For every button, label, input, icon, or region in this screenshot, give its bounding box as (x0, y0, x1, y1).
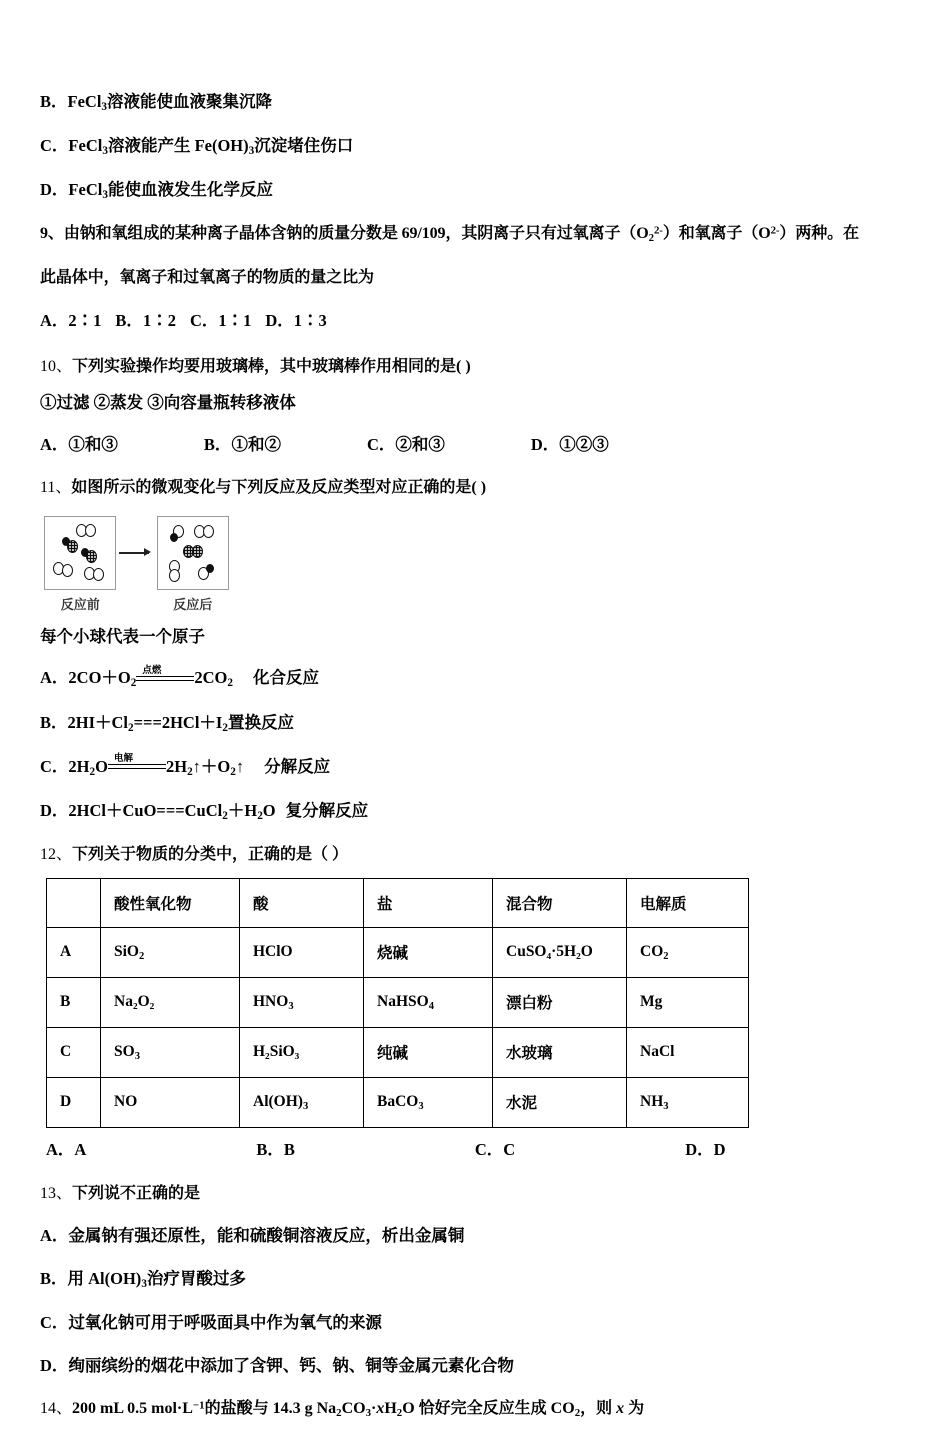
q9-option-b-label: B． (115, 311, 143, 331)
q10-option-a-value: ①和③ (68, 434, 118, 454)
q9-option-a-label: A． (40, 311, 69, 331)
q10-stem-text: 下列实验操作均要用玻璃棒，其中玻璃棒作用相同的是( ) (72, 358, 471, 376)
atom-white (62, 564, 73, 577)
q11-option-d-label: D． (40, 800, 69, 820)
q9-option-a-value: 2∶1 (68, 311, 102, 331)
q11-option-a: A．$2CO+O_2$ 点燃 $2CO_2$ 化合反应 (40, 665, 319, 690)
q14-number: 14、 (40, 1399, 73, 1417)
q12-option-d-label: D． (685, 1139, 714, 1159)
q12-option-b-label: B． (256, 1139, 284, 1159)
table-header-acidic-oxide: 酸性氧化物 (101, 879, 240, 928)
equation-bar (108, 764, 166, 769)
q10-option-d-value: ①②③ (559, 434, 609, 454)
q10-option-d-label: D． (530, 434, 560, 454)
q12-option-a-value: A (74, 1139, 87, 1159)
atom-black (206, 564, 214, 573)
cell-a-4: CuSO₄·5H₂O (493, 928, 627, 978)
q9-stem-line1: 9、由钠和氧组成的某种离子晶体含钠的质量分数是 69/109，其阴离子只有过氧离子$(O_2^{2-})$和氧离子$(O^{2-})$两种。在 (40, 224, 859, 245)
q8-option-b-text: FeCl$_3$溶液能使血液聚集沉降 (67, 92, 273, 114)
q12-option-d-value: D (713, 1139, 726, 1159)
cell-b-4: 漂白粉 (493, 977, 627, 1027)
diagram-row (44, 516, 229, 590)
cell-d-4: 水泥 (493, 1077, 627, 1127)
q12-number: 12、 (40, 846, 73, 864)
atom-white (93, 568, 104, 581)
row-label-c: C (47, 1027, 101, 1077)
q8-option-b-label: B． (40, 92, 68, 111)
q9-option-b-value: 1∶2 (142, 311, 176, 331)
cell-c-5: NaCl (627, 1027, 749, 1077)
q11-stem (40, 474, 920, 497)
classification-table (46, 878, 749, 1128)
q12-option-b-value: B (283, 1139, 295, 1159)
q9-option-c-label: C． (189, 311, 219, 331)
q11-option-d: D．$2HCl+CuO===CuCl_2+H_2O$ 复分解反应 (40, 800, 369, 823)
row-label-d: D (47, 1077, 101, 1127)
q8-option-d-text: FeCl$_3$能使血液发生化学反应 (68, 180, 273, 202)
q10-option-b-label: B． (203, 434, 232, 454)
q11-option-b-type: 置换反应 (227, 712, 294, 732)
table-header-acid: 酸 (240, 879, 364, 928)
atom-white (85, 524, 96, 537)
q11-option-c: C．$2H_2O$ 电解 $2H_2↑+O_2↑$ 分解反应 (40, 753, 331, 778)
q11-stem-text: 如图所示的微观变化与下列反应及反应类型对应正确的是( ) (71, 478, 487, 496)
after-reaction-label: 反应后 (173, 596, 213, 612)
atom-white (169, 569, 180, 582)
q13-stem-text: 下列说不正确的是 (72, 1184, 201, 1202)
q8-option-d (40, 176, 920, 201)
equation-bar (136, 676, 194, 681)
q9-number: 9、 (40, 225, 64, 243)
q13-option-b: B．用 $Al(OH)_3$治疗胃酸过多 (40, 1268, 246, 1290)
q12-stem (40, 841, 920, 864)
cell-b-1: Na₂O₂ (101, 977, 240, 1027)
q11-figure-caption: 每个小球代表一个原子 (40, 626, 205, 646)
atom-hatched (192, 545, 203, 558)
table-header-row (47, 879, 749, 928)
q13-option-d (40, 1352, 920, 1376)
q10-option-b-value: ①和② (231, 434, 281, 454)
cell-c-1: $SO_3$ (101, 1027, 240, 1077)
q11-number: 11、 (40, 478, 72, 496)
q11-microscopic-diagram (44, 516, 229, 613)
cell-c-4: 水玻璃 (493, 1027, 627, 1077)
atom-hatched (67, 540, 78, 553)
q12-stem-text: 下列关于物质的分类中，正确的是（ ） (72, 846, 349, 864)
cell-a-1: SiO$_2$ (101, 928, 240, 978)
q11-option-d-type: 复分解反应 (285, 800, 369, 820)
q11-option-a-type: 化合反应 (252, 668, 319, 688)
cell-c-2: H₂SiO₃ (240, 1027, 364, 1077)
table-row (47, 928, 749, 978)
q11-option-a-label: A． (40, 668, 69, 688)
cell-d-5: $NH_3$ (627, 1077, 749, 1127)
reaction-arrow-icon (119, 545, 153, 561)
page-content (40, 88, 920, 1438)
cell-b-2: $HNO_3$ (240, 977, 364, 1027)
cell-a-5: $CO_2$ (627, 928, 749, 978)
table-row (47, 1077, 749, 1127)
cell-d-1: NO (101, 1077, 240, 1127)
before-reaction-label: 反应前 (60, 596, 100, 612)
q10-option-a-label: A． (40, 434, 69, 454)
table-header-blank (47, 879, 101, 928)
atom-black (170, 533, 178, 542)
cell-d-2: $Al(OH)_3$ (240, 1077, 364, 1127)
q8-option-c (40, 132, 920, 157)
q9-option-c-value: 1∶1 (218, 311, 252, 331)
row-label-a: A (47, 928, 101, 978)
table-header-mixture: 混合物 (493, 879, 627, 928)
q11-option-b: B．$2HI+Cl_2===2HCl+I_2$置换反应 (40, 712, 294, 734)
q10-number: 10、 (40, 358, 73, 376)
q11-option-b-label: B． (40, 712, 68, 732)
q12-options (46, 1136, 920, 1160)
q8-option-c-label: C． (40, 136, 69, 156)
cell-c-3: 纯碱 (364, 1027, 493, 1077)
q12-option-c-label: C． (474, 1139, 504, 1159)
q10-items: ①过滤 ②蒸发 ③向容量瓶转移液体 (40, 393, 296, 413)
q8-option-b (40, 88, 920, 113)
q13-option-c-label: C． (40, 1312, 69, 1332)
q10-option-c-value: ②和③ (395, 434, 445, 454)
q8-option-c-text: FeCl$_3$溶液能产生 $Fe(OH)_3$沉淀堵住伤口 (68, 136, 354, 158)
q12-option-a-label: A． (46, 1139, 75, 1159)
q13-number: 13、 (40, 1184, 73, 1202)
q10-options (40, 431, 920, 455)
q10-option-c-label: C． (366, 434, 396, 454)
table-header-salt: 盐 (364, 879, 493, 928)
cell-a-3: 烧碱 (364, 928, 493, 978)
q13-option-c-text: 过氧化钠可用于呼吸面具中作为氧气的来源 (68, 1312, 382, 1332)
cell-d-3: BaCO$_3$ (364, 1077, 493, 1127)
atom-white (203, 525, 214, 538)
table-header-electrolyte: 电解质 (627, 879, 749, 928)
q13-option-d-label: D． (40, 1355, 69, 1375)
q13-option-d-text: 绚丽缤纷的烟花中添加了含钾、钙、钠、铜等金属元素化合物 (68, 1355, 514, 1375)
q9-option-d-label: D． (265, 311, 294, 331)
q13-option-a (40, 1222, 920, 1246)
diagram-labels (44, 594, 229, 613)
reaction-condition-electrolysis: 电解 (108, 759, 166, 777)
cell-b-3: NaHSO$_4$ (364, 977, 493, 1027)
q9-stem-line2: 此晶体中，氧离子和过氧离子的物质的量之比为 (40, 269, 374, 287)
q14-stem-text: 200 mL 0.5 $mol\cdot L^{-1}$的盐酸与 14.3 g $Na_2CO_3\cdot xH_2O$ 恰好完全反应生成 $CO_2$，则 x 为 (72, 1399, 645, 1419)
q11-option-c-label: C． (40, 756, 69, 776)
q13-stem (40, 1180, 920, 1203)
q8-option-d-label: D． (40, 180, 69, 200)
q9-options (40, 307, 920, 331)
atom-hatched (86, 550, 97, 563)
reaction-condition-ignite: 点燃 (136, 671, 194, 689)
table-row (47, 1027, 749, 1077)
table-row (47, 977, 749, 1027)
row-label-b: B (47, 977, 101, 1027)
cell-a-2: HClO (240, 928, 364, 978)
cell-b-5: Mg (627, 977, 749, 1027)
q12-option-c-value: C (503, 1139, 516, 1159)
after-reaction-box (157, 516, 229, 590)
q10-stem (40, 353, 920, 376)
q13-option-c (40, 1309, 920, 1333)
before-reaction-box (44, 516, 116, 590)
q13-option-b-label: B． (40, 1268, 68, 1288)
q13-option-a-text: 金属钠有强还原性，能和硫酸铜溶液反应，析出金属铜 (68, 1225, 465, 1245)
q11-option-c-type: 分解反应 (264, 756, 331, 776)
q13-option-a-label: A． (40, 1225, 69, 1245)
q14-stem (40, 1395, 920, 1419)
q9-option-d-value: 1∶3 (293, 311, 327, 331)
